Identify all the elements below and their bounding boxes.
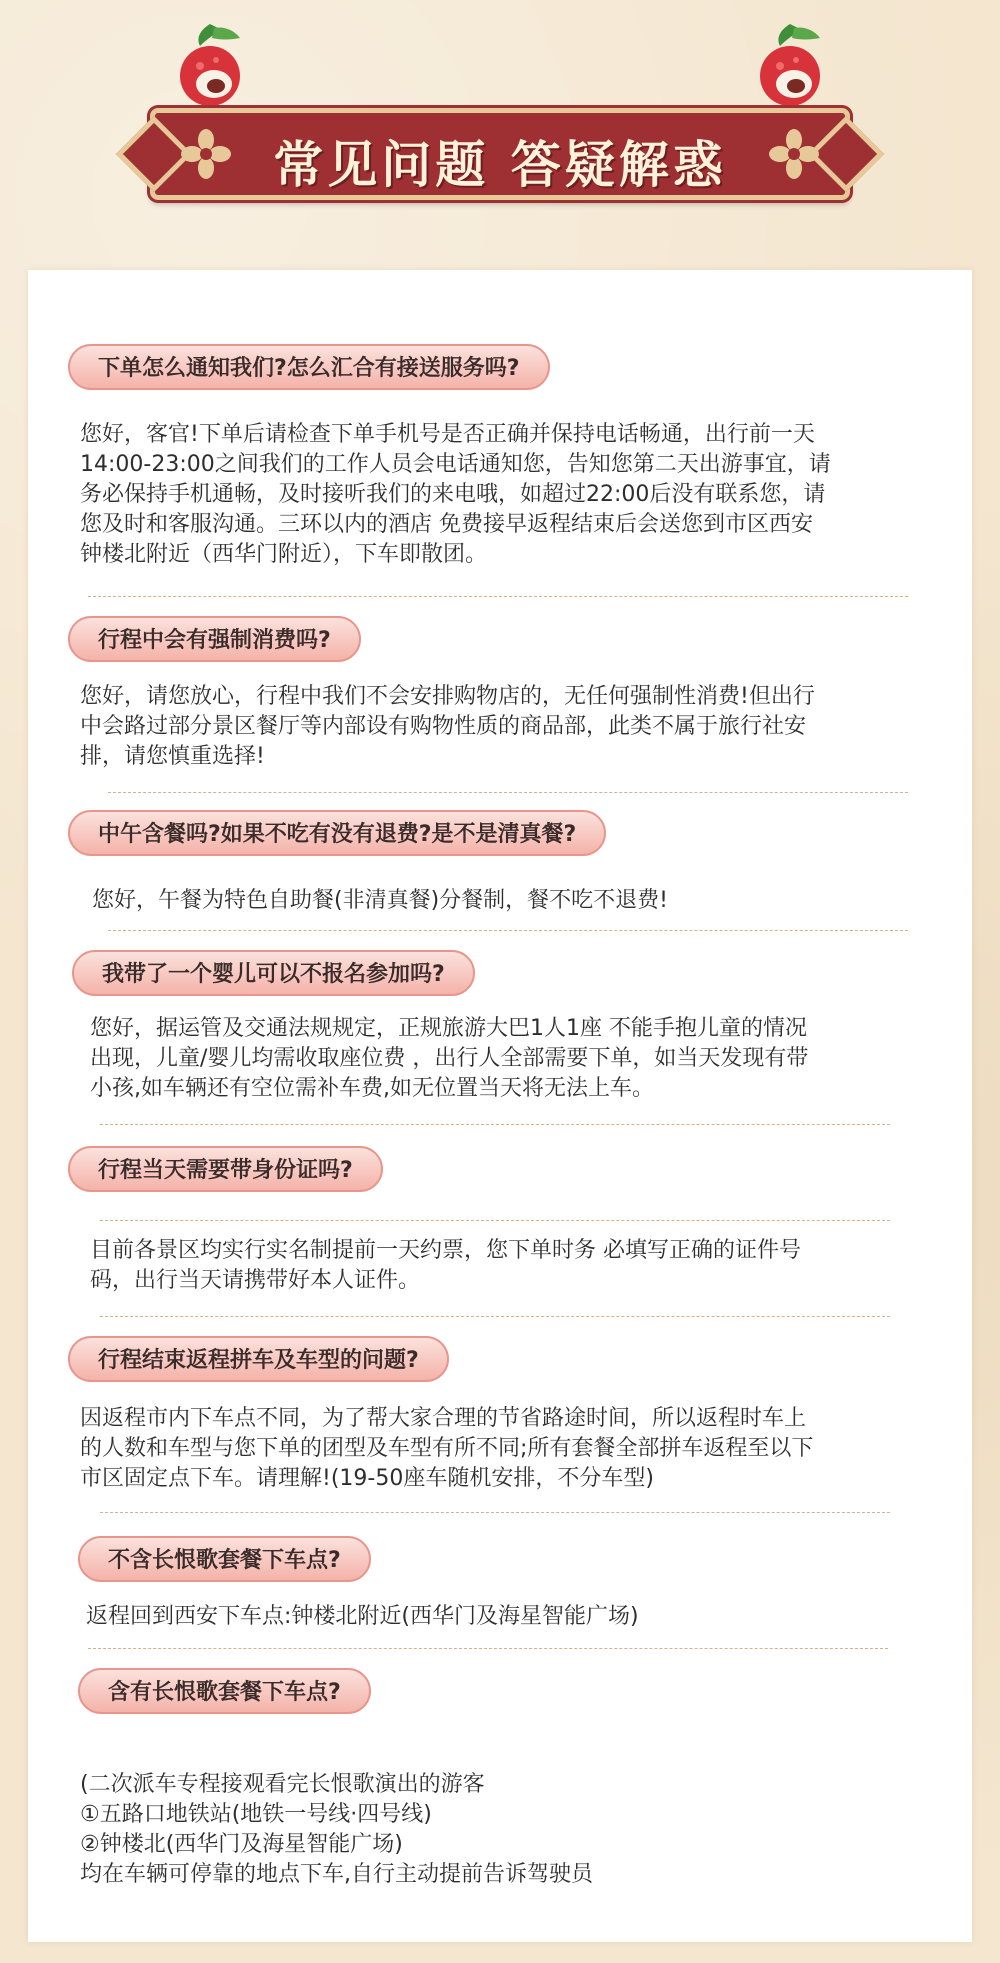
faq-answer: 您好，客官!下单后请检查下单手机号是否正确并保持电话畅通，出行前一天 14:00-23:00之间我们的工作人员会电话通知您，告知您第二天出游事宜，请 务必保持手机通畅，及时接听我们的来电哦，如超过22:00后没有联系您，请 您及时和客服沟通。三环以内的酒店 免费接早返程结束后会送您到市区西安 钟楼北附近（西华门附近），下车即散团。 (80, 422, 831, 567)
divider (88, 1648, 888, 1649)
faq-question: 不含长恨歌套餐下车点? (78, 1536, 371, 1582)
faq-answer: 您好，据运管及交通法规规定，正规旅游大巴1人1座 不能手抱儿童的情况 出现，儿童/婴儿均需收取座位费 ，出行人全部需要下单，如当天发现有带 小孩,如车辆还有空位需补车费,如无位置当天将无法上车。 (90, 1016, 809, 1101)
faq-question: 行程中会有强制消费吗? (68, 616, 361, 662)
divider (100, 1220, 890, 1221)
faq-answer: 目前各景区均实行实名制提前一天约票，您下单时务 必填写正确的证件号 码，出行当天请携带好本人证件。 (90, 1238, 801, 1293)
faq-answer: 返程回到西安下车点:钟楼北附近(西华门及海星智能广场) (86, 1604, 639, 1629)
faq-question: 行程当天需要带身份证吗? (68, 1146, 383, 1192)
page-title: 常见问题 答疑解惑 (273, 136, 727, 194)
faq-question: 下单怎么通知我们?怎么汇合有接送服务吗? (68, 344, 550, 390)
faq-answer: 因返程市内下车点不同，为了帮大家合理的节省路途时间，所以返程时车上 的人数和车型与您下单的团型及车型有所不同;所有套餐全部拼车返程至以下 市区固定点下车。请理解!(19-50座车随机安排，不分车型) (80, 1406, 814, 1491)
faq-answer: 您好，请您放心，行程中我们不会安排购物店的，无任何强制性消费!但出行 中会路过部分景区餐厅等内部设有购物性质的商品部，此类不属于旅行社安 排，请您慎重选择! (80, 684, 815, 769)
faq-answer: (二次派车专程接观看完长恨歌演出的游客 ①五路口地铁站(地铁一号线·四号线) ②钟楼北(西华门及海星智能广场) 均在车辆可停靠的地点下车,自行主动提前告诉驾驶员 (80, 1772, 593, 1887)
flower-icon (768, 128, 820, 180)
divider (108, 930, 908, 931)
divider (100, 1124, 890, 1125)
header-banner (0, 0, 1000, 260)
faq-question: 我带了一个婴儿可以不报名参加吗? (72, 950, 475, 996)
faq-question: 中午含餐吗?如果不吃有没有退费?是不是清真餐? (68, 810, 606, 856)
faq-question: 行程结束返程拼车及车型的问题? (68, 1336, 449, 1382)
faq-card (28, 270, 972, 1942)
lychee-icon (170, 20, 250, 110)
lychee-icon (750, 20, 830, 110)
divider (108, 792, 908, 793)
divider (88, 596, 908, 597)
faq-question: 含有长恨歌套餐下车点? (78, 1668, 371, 1714)
faq-answer: 您好，午餐为特色自助餐(非清真餐)分餐制，餐不吃不退费! (92, 888, 668, 913)
flower-icon (180, 128, 232, 180)
divider (100, 1316, 890, 1317)
title-plate (150, 108, 850, 200)
divider (100, 1512, 890, 1513)
